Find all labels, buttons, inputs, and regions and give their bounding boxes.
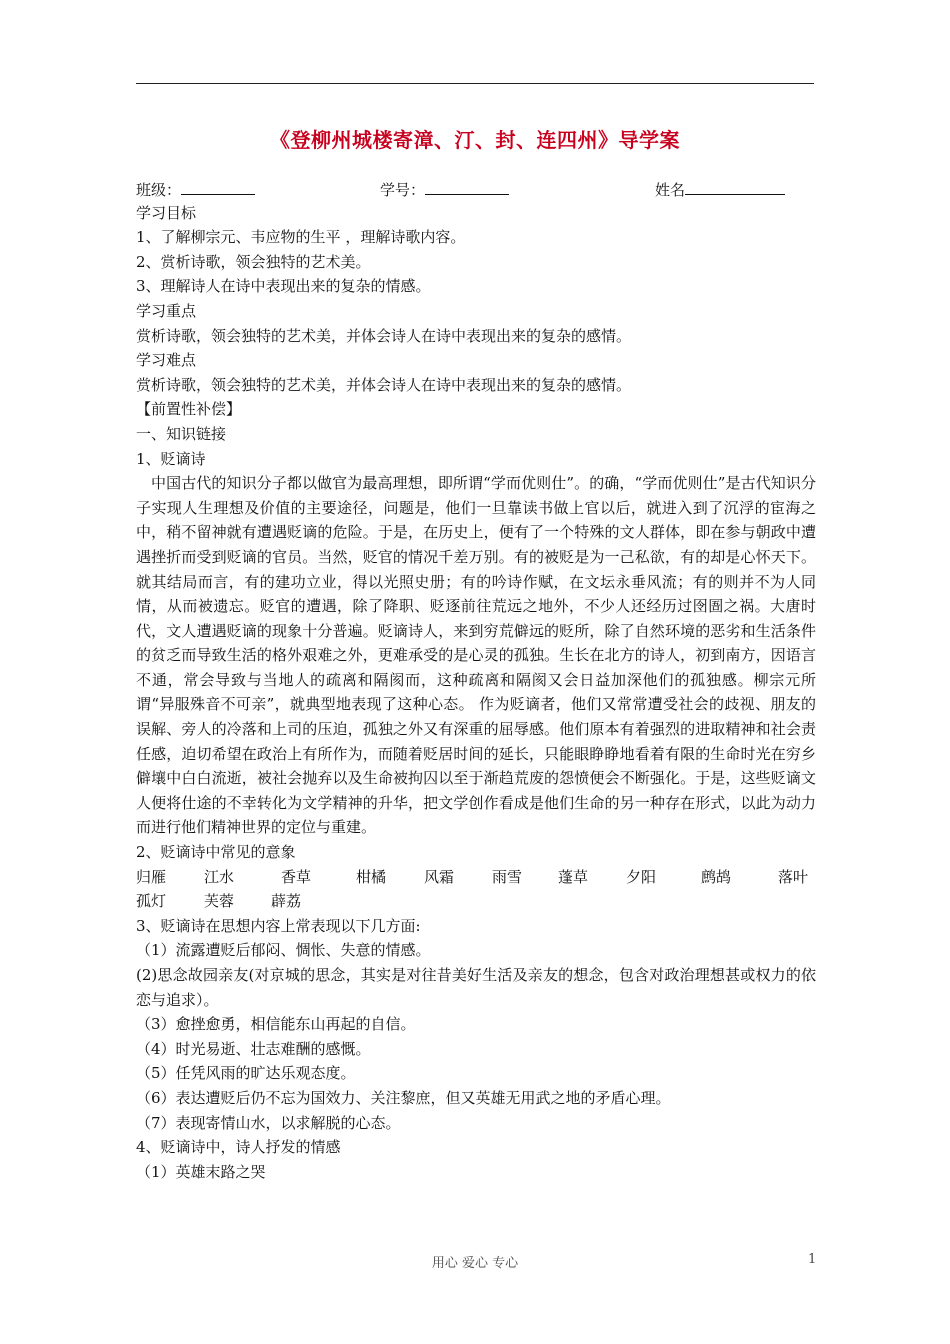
class-label: 班级： (136, 181, 182, 199)
id-field (380, 176, 509, 203)
class-field (136, 176, 255, 203)
section-3-item: （3）愈挫愈勇，相信能东山再起的自信。 (136, 1015, 416, 1034)
imagery-word: 鹧鸪 (701, 867, 732, 886)
imagery-word: 落叶 (778, 867, 809, 886)
section-3-item: （1）流露遭贬后郁闷、惆怅、失意的情感。 (136, 941, 431, 960)
section-3-item: （4）时光易逝、壮志难酬的感慨。 (136, 1039, 371, 1058)
imagery-word: 香草 (281, 867, 312, 886)
name-label: 姓名 (655, 181, 686, 199)
page-number: 1 (808, 1252, 817, 1267)
goals-heading: 学习目标 (136, 203, 197, 222)
section-4-item: （1）英雄末路之哭 (136, 1162, 266, 1181)
imagery-word: 芙蓉 (204, 892, 235, 911)
imagery-word: 夕阳 (626, 867, 657, 886)
id-blank (425, 176, 509, 195)
difficulty-heading: 学习难点 (136, 351, 197, 370)
student-info-row (136, 176, 816, 201)
section-3-item: （7）表现寄情山水，以求解脱的心态。 (136, 1113, 401, 1132)
imagery-word: 柑橘 (356, 867, 387, 886)
section-3-heading: 3、贬谪诗在思想内容上常表现以下几方面: (136, 916, 421, 935)
imagery-row-1 (136, 865, 816, 890)
imagery-word: 归雁 (136, 867, 167, 886)
imagery-word: 风霜 (424, 867, 455, 886)
imagery-word: 雨雪 (492, 867, 523, 886)
name-field (655, 176, 785, 203)
section-1-paragraph: 中国古代的知识分子都以做官为最高理想，即所谓“学而优则仕”。的确，“学而优则仕”是古代知识分子实现人生理想及价值的主要途径，问题是，他们一旦靠读书做上官以后，就进入到了沉浮的宦海之中，稍不留神就有遭遇贬谪的危险。于是，在历史上，便有了一个特殊的文人群体，即在参与朝政中遭遇挫折而受到贬谪的官员。当然，贬官的情况千差万别。有的被贬是为一己私欲，有的却是心怀天下。就其结局而言，有的建功立业，得以光照史册；有的吟诗作赋，在文坛永垂风流；有的则并不为人同情，从而被遗忘。贬官的遭遇，除了降职、贬逐前往荒远之地外，不少人还经历过囹圄之祸。大唐时代，文人遭遇贬谪的现象十分普遍。贬谪诗人，来到穷荒僻远的贬所，除了自然环境的恶劣和生活条件的贫乏而导致生活的格外艰难之外，更难承受的是心灵的孤独。生长在北方的诗人，初到南方，因语言不通，常会导致与当地人的疏离和隔阂而，这种疏离和隔阂又会日益加深他们的孤独感。柳宗元所谓“异服殊音不可亲”，就典型地表现了这种心态。 作为贬谪者，他们又常常遭受社会的歧视、朋友的误解、旁人的冷落和上司的压迫，孤独之外又有深重的屈辱感。他们原本有着强烈的进取精神和社会责任感，迫切希望在政治上有所作为，而随着贬居时间的延长，只能眼睁睁地看着有限的生命时光在穷乡僻壤中白白流逝，被社会抛弃以及生命被拘囚以至于渐趋荒废的怨愤便会不断强化。于是，这些贬谪文人便将仕途的不幸转化为文学精神的升华，把文学创作看成是他们生命的另一种存在形式，以此为动力而进行他们精神世界的定位与重建。 (136, 474, 816, 837)
focus-text: 赏析诗歌，领会独特的艺术美，并体会诗人在诗中表现出来的复杂的感情。 (136, 326, 632, 345)
section-3-item: (2)思念故园亲友(对京城的思念，其实是对往昔美好生活及亲友的想念，包含对政治理想甚或权力的依恋与追求）。 (136, 966, 816, 1009)
id-label: 学号： (380, 181, 426, 199)
imagery-word: 薜荔 (271, 892, 302, 911)
prep-heading: 【前置性补偿】 (136, 400, 242, 419)
section-4-heading: 4、贬谪诗中，诗人抒发的情感 (136, 1138, 341, 1157)
class-blank (181, 176, 255, 195)
footer-text: 用心 爱心 专心 (431, 1256, 519, 1271)
difficulty-text: 赏析诗歌，领会独特的艺术美，并体会诗人在诗中表现出来的复杂的感情。 (136, 375, 632, 394)
section-3-item: （5）任凭风雨的旷达乐观态度。 (136, 1064, 356, 1083)
imagery-word: 孤灯 (136, 892, 167, 911)
knowledge-heading: 一、知识链接 (136, 424, 227, 443)
imagery-row-2 (136, 889, 816, 914)
header-rule (136, 83, 814, 84)
name-blank (685, 176, 785, 195)
document-body (136, 176, 816, 1184)
document-title: 《登柳州城楼寄漳、汀、封、连四州》导学案 (270, 128, 680, 152)
focus-heading: 学习重点 (136, 301, 197, 320)
section-1-heading: 1、贬谪诗 (136, 449, 206, 468)
section-1-body (136, 471, 816, 840)
section-3-item: （6）表达遭贬后仍不忘为国效力、关注黎庶，但又英雄无用武之地的矛盾心理。 (136, 1088, 671, 1107)
goal-item: 2、赏析诗歌，领会独特的艺术美。 (136, 252, 371, 271)
section-2-heading: 2、贬谪诗中常见的意象 (136, 843, 296, 862)
imagery-word: 蓬草 (558, 867, 589, 886)
goal-item: 3、理解诗人在诗中表现出来的复杂的情感。 (136, 277, 431, 296)
goal-item: 1、了解柳宗元、韦应物的生平 ，理解诗歌内容。 (136, 228, 466, 247)
imagery-word: 江水 (204, 867, 235, 886)
